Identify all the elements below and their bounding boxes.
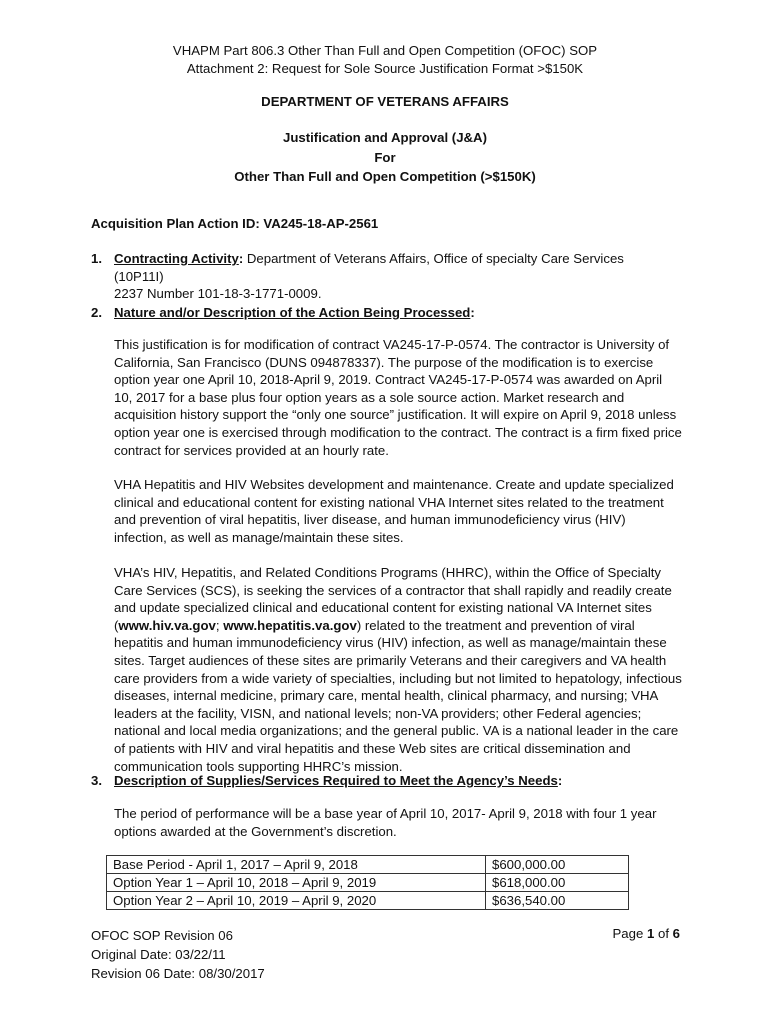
period-cell: Base Period - April 1, 2017 – April 9, 2018 [107,856,486,874]
footer-original-date: Original Date: 03/22/11 [91,947,226,962]
document-title [0,128,770,187]
section-1-text-line-2: 2237 Number 101-18-3-1771-0009. [114,286,322,302]
section-2-paragraph-1: This justification is for modification of contract VA245-17-P-0574. The contractor is University of California, San Francisco (DUNS 094878337). The purpose of the modification is to exercise option year one April 10, 2018-April 9, 2019. Contract VA245-17-P-0574 was awarded on April 10, 2017 for a base plus four option years as a sole source action. Market research and acquisition history support the “only one source” justification. It will expire on April 9, 2018 unless option year one is exercised through modification to the contract. The contract is a firm fixed price contract for services provided at an hourly rate. [114,337,682,458]
hiv-site-link[interactable]: www.hiv.va.gov [118,617,216,633]
link-separator: ; [215,617,224,633]
paragraph-3-text-a: VHA’s HIV, Hepatitis, and Related Conditions Programs (HHRC), within the Office of Specialty Care Services (SCS), is seeking the services of a contractor that shall rapidly and readily create and update specialized clinical and educational content for existing national VA Internet sites ( [114,565,672,633]
section-2-paragraph-3 [114,564,682,775]
section-2 [91,304,661,322]
performance-period-table [106,855,629,910]
period-cell: Option Year 2 – April 10, 2019 – April 9, 2020 [107,892,486,910]
footer-revision: OFOC SOP Revision 06 [91,928,233,943]
section-1-text-line-1: Department of Veterans Affairs, Office of specialty Care Services (10P11I) [114,251,624,284]
section-1-number: 1. [91,251,102,266]
table-row [107,892,629,910]
section-3-heading: Description of Supplies/Services Required to Meet the Agency’s Needs [114,773,558,788]
title-line-3: Other Than Full and Open Competition (>$150K) [234,169,536,184]
page-current: 1 [646,926,655,941]
section-3-paragraph-1: The period of performance will be a base year of April 10, 2017- April 9, 2018 with four 1 year options awarded at the Government’s discretion. [114,806,657,839]
title-line-1: Justification and Approval (J&A) [283,130,487,145]
table-row [107,874,629,892]
page-of: of [654,926,673,941]
section-1-heading: Contracting Activity [114,251,239,266]
section-3 [91,772,661,790]
page-number [600,926,680,941]
document-header [0,42,770,78]
amount-cell: $618,000.00 [486,874,629,892]
amount-cell: $600,000.00 [486,856,629,874]
section-3-number: 3. [91,773,102,788]
page-total: 6 [672,926,680,941]
title-line-2: For [374,149,396,165]
paragraph-3-text-b: ) related to the treatment and prevention of viral hepatitis and human immunodeficiency virus (HIV) infection, as well as manage/maintain these sites. Target audiences of these sites are primarily Veterans and their caregivers and VA health care providers from a wide variety of specialties, including but not limited to hepatology, infectious diseases, internal medicine, primary care, mental health, clinical pharmacy, and nursing; VHA leaders at the facility, VISN, and national levels; non-VA providers; other Federal agencies; national and local media organizations; and the general public. VA is a national leader in the care of patients with HIV and viral hepatitis and these Web sites are critical dissemination and communication tools supporting HHRC’s mission. [114,617,682,774]
header-line-2: Attachment 2: Request for Sole Source Justification Format >$150K [186,61,584,76]
table-row [107,856,629,874]
section-2-heading: Nature and/or Description of the Action Being Processed [114,305,471,320]
header-line-1: VHAPM Part 806.3 Other Than Full and Open Competition (OFOC) SOP [172,43,598,58]
section-2-colon: : [470,305,475,320]
page-prefix: Page [612,926,647,941]
footer-revision-date: Revision 06 Date: 08/30/2017 [91,966,265,981]
section-2-paragraph-2: VHA Hepatitis and HIV Websites development and maintenance. Create and update specialized clinical and educational content for existing national VHA Internet sites related to the treatment and prevention of viral hepatitis, liver disease, and human immunodeficiency virus (HIV) infection, as well as manage/maintain these sites. [114,477,674,545]
section-1-colon: : [238,251,244,266]
acquisition-plan-id: Acquisition Plan Action ID: VA245-18-AP-2561 [91,216,379,231]
department-heading: DEPARTMENT OF VETERANS AFFAIRS [261,94,509,109]
section-2-number: 2. [91,305,102,320]
hepatitis-site-link[interactable]: www.hepatitis.va.gov [223,617,357,633]
section-3-colon: : [557,773,563,788]
period-cell: Option Year 1 – April 10, 2018 – April 9, 2019 [107,874,486,892]
section-1 [91,250,661,303]
amount-cell: $636,540.00 [486,892,629,910]
footer-revision-info [91,926,265,983]
